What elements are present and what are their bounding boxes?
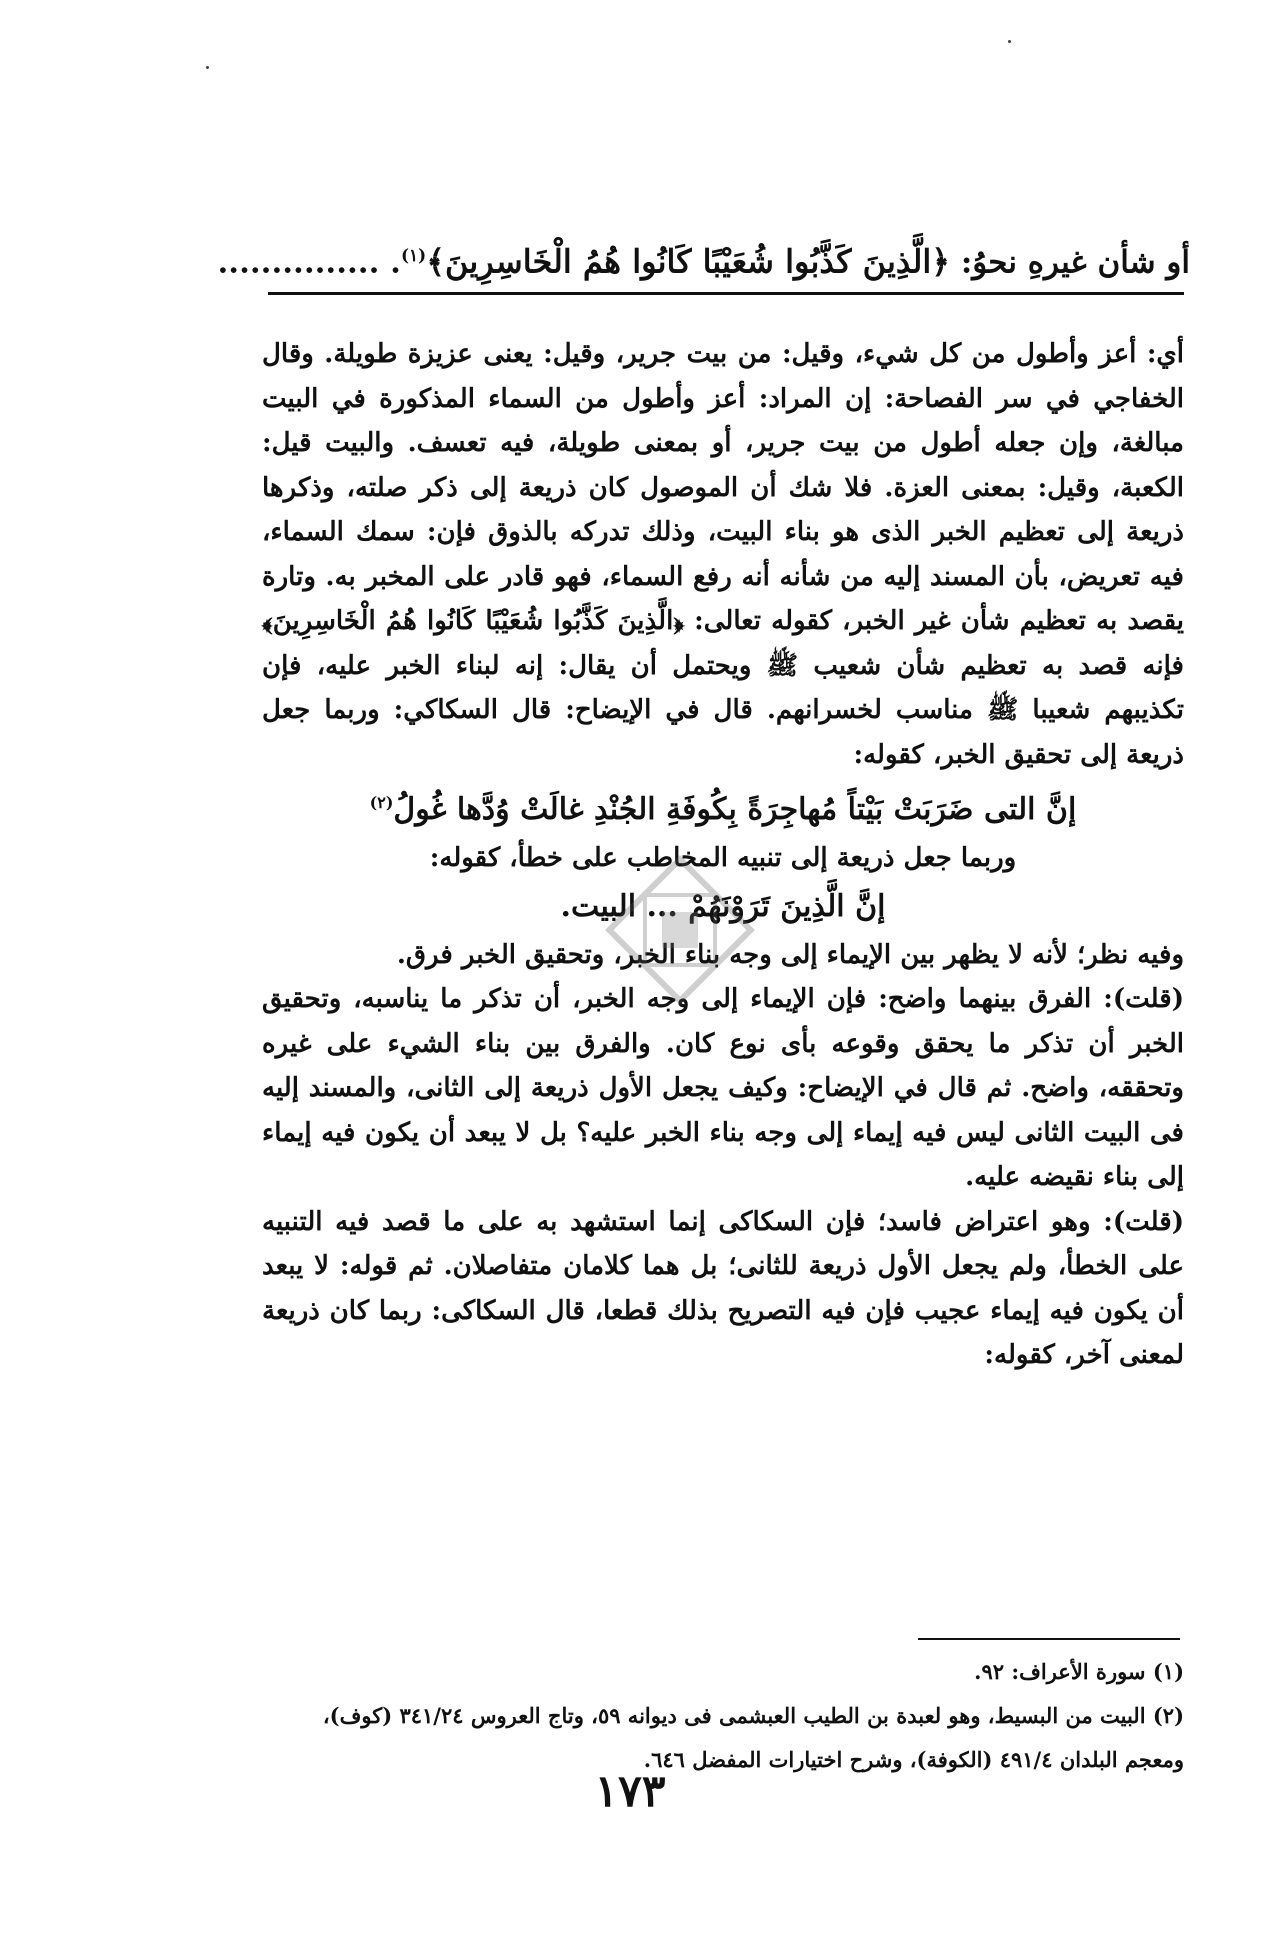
header-rule bbox=[268, 292, 1184, 295]
header-sep bbox=[950, 244, 961, 280]
footnote-rule bbox=[918, 1638, 1180, 1640]
verse-1 bbox=[262, 777, 1184, 836]
header-footnote-mark: (١) bbox=[400, 246, 427, 266]
line-2: وربما جعل ذريعة إلى تنبيه المخاطب على خطأ، كقوله: bbox=[429, 843, 1017, 873]
verse-1-footnote-mark: (٢) bbox=[369, 793, 394, 812]
library-watermark-icon bbox=[600, 850, 760, 1010]
paragraph-5: (قلت): وهو اعتراض فاسد؛ فإن السكاكى إنما استشهد به على ما قصد فيه التنبيه على الخطأ، ولم يجعل الأول ذريعة للثانى؛ بل هما كلامان متفاصلان. ثم قوله: لا يبعد أن يكون فيه إيماء عجيب فإن فيه التصريح بذلك قطعا، قال السكاكى: ربما كان ذريعة لمعنى آخر، كقوله: bbox=[262, 1206, 1184, 1370]
verse-2: إنَّ الَّذِينَ تَرَوْنَهُمْ ... البيت. bbox=[560, 888, 886, 924]
verse-1-text: إنَّ التى ضَرَبَتْ بَيْتاً مُهاجِرَةً بِكُوفَةِ الجُنْدِ غالَتْ وُدَّها غُولُ bbox=[393, 792, 1077, 827]
header-lead: أو شأن غيرهِ نحوُ: bbox=[960, 244, 1190, 281]
paragraph-1: أي: أعز وأطول من كل شيء، وقيل: من بيت جرير، وقيل: يعنى عزيزة طويلة. وقال الخفاجي في سر الفصاحة: إن المراد: أعز وأطول من السماء المذكورة في البيت مبالغة، وإن جعله أطول من بيت جرير، أو بمعنى طويلة، فيه تعسف. والبيت قيل: الكعبة، وقيل: بمعنى العزة. فلا شك أن الموصول كان ذريعة إلى ذكر صلته، وذكرها ذريعة إلى تعظيم الخبر الذى هو بناء البيت، وذلك تدركه بالذوق فإن: سمك السماء، فيه تعريض، بأن المسند إليه من شأنه أنه رفع السماء، فهو قادر على المخبر به. وتارة يقصد به تعظيم شأن غير الخبر، كقوله تعالى: ﴿الَّذِينَ كَذَّبُوا شُعَيْبًا كَانُوا هُمُ الْخَاسِرِينَ﴾ فإنه قصد به تعظيم شأن شعيب ﷺ ويحتمل أن يقال: إنه لبناء الخبر عليه، فإن تكذيبهم شعيبا ﷺ مناسب لخسرانهم. قال في الإيضاح: قال السكاكي: وربما جعل ذريعة إلى تحقيق الخبر، كقوله: bbox=[262, 339, 1184, 770]
paragraph-4: (قلت): الفرق بينهما واضح: فإن الإيماء إلى وجه الخبر، أن تذكر ما يناسبه، وتحقيق الخبر أن تذكر ما يحقق وقوعه بأى نوع كان. والفرق بين بناء الشيء على غيره وتحققه، واضح. ثم قال في الإيضاح: وكيف يجعل الأول ذريعة إلى الثانى، والمسند إليه فى البيت الثانى ليس فيه إيماء إلى وجه بناء الخبر عليه؟ بل لا يبعد أن يكون فيه إيماء إلى بناء نقيضه عليه. bbox=[262, 984, 1184, 1192]
page-number: ١٧٣ bbox=[594, 1766, 666, 1817]
page-header bbox=[205, 232, 1190, 280]
footnote-1: (١) سورة الأعراف: ٩٢. bbox=[974, 1659, 1184, 1684]
scan-speck bbox=[206, 66, 209, 69]
footnote-2: (٢) البيت من البسيط، وهو لعبدة بن الطيب العبشمى فى ديوانه ٥٩، وتاج العروس ٣٤١/٢٤ (كوف)، ومعجم البلدان ٤٩١/٤ (الكوفة)، وشرح اختيارات المفضل ٦٤٦. bbox=[322, 1703, 1184, 1772]
header-quran-quote: ﴿الَّذِينَ كَذَّبُوا شُعَيْبًا كَانُوا هُمُ الْخَاسِرِينَ﴾ bbox=[426, 242, 951, 281]
footnotes bbox=[262, 1650, 1184, 1782]
scan-speck bbox=[1008, 40, 1011, 43]
paragraph-3: وفيه نظر؛ لأنه لا يظهر بين الإيماء إلى وجه بناء الخبر، وتحقيق الخبر فرق. bbox=[396, 939, 1184, 970]
header-dots: . ............... bbox=[217, 244, 401, 281]
